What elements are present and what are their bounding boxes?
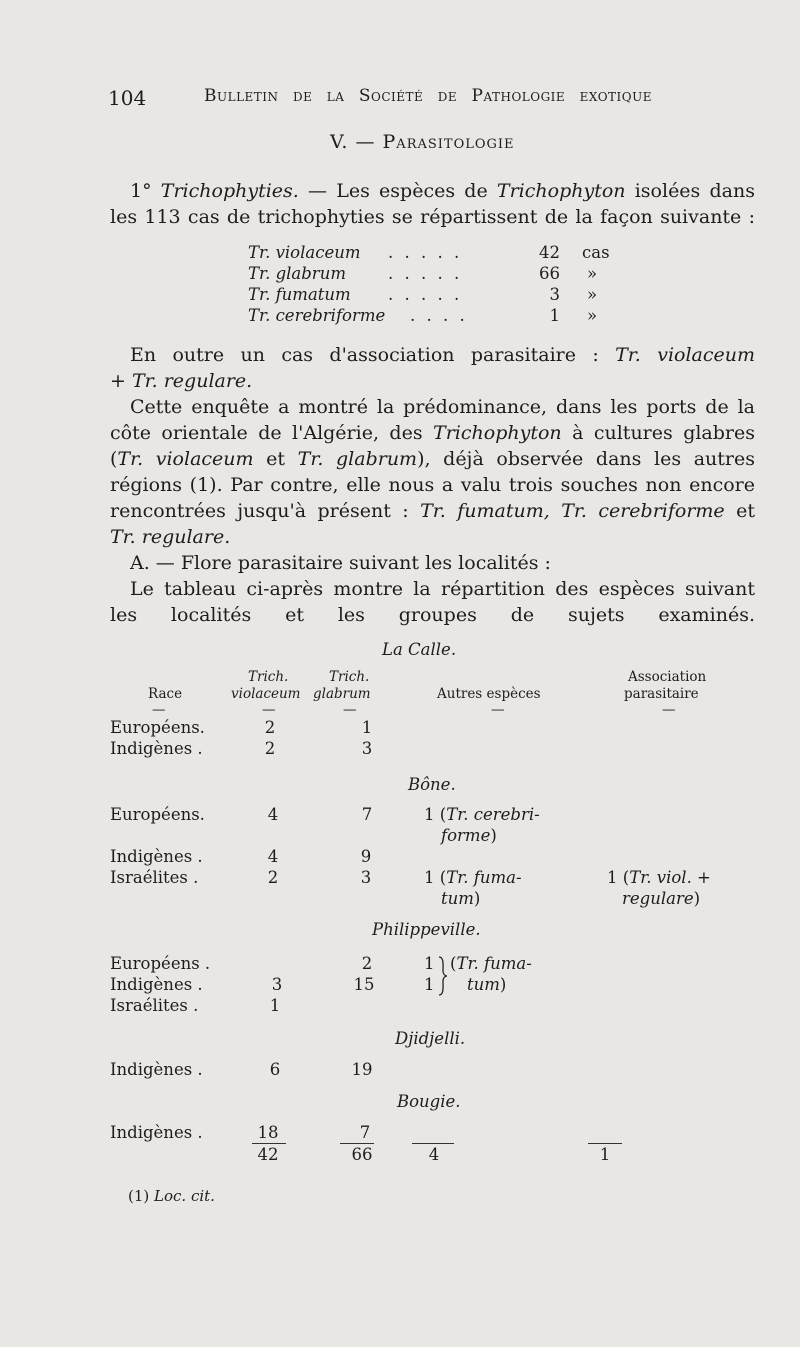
col-header-glabrum-1: Trich.: [329, 669, 370, 685]
cell-autres-count: 1 (: [424, 868, 447, 887]
leader-dots: . . . . .: [388, 285, 463, 304]
para1-plus: +: [110, 370, 132, 392]
intro-paragraph: [110, 178, 755, 230]
cell-autres-species: Tr. fuma-: [446, 868, 522, 887]
intro-lead: 1°: [130, 180, 161, 202]
para1-line-2: [110, 368, 755, 394]
cell-autres-paren: ): [490, 826, 497, 845]
para2-genus: Trichophyton: [433, 422, 562, 444]
para2-species: Tr. glabrum: [297, 448, 418, 470]
col-header-glabrum-2: glabrum: [313, 686, 371, 702]
para2-text: et: [253, 448, 298, 470]
cell-violaceum: 2: [264, 739, 276, 758]
cell-glabrum: 3: [360, 868, 372, 887]
para2-species: Tr. violaceum: [117, 448, 254, 470]
cell-violaceum: 18: [257, 1123, 279, 1142]
locality-bougie: Bougie.: [397, 1092, 461, 1111]
intro-text-c: isolées dans: [625, 180, 755, 202]
cell-assoc-paren: ): [693, 889, 701, 908]
species-name: Tr. glabrum: [248, 264, 346, 283]
cell-autres-species: forme: [441, 826, 491, 845]
cell-violaceum: 1: [269, 996, 281, 1015]
cell-violaceum: 4: [267, 805, 279, 824]
para2-line-3: [110, 446, 755, 472]
leader-dots: . . . . .: [388, 243, 463, 262]
header-dash: —: [343, 702, 357, 718]
row-race: Indigènes .: [110, 1123, 203, 1142]
para1-line-1: [110, 342, 755, 368]
header-dash: —: [662, 702, 676, 718]
cell-autres-paren: (: [450, 954, 457, 973]
col-header-assoc-1: Association: [628, 669, 707, 685]
total-glabrum: 66: [351, 1145, 373, 1164]
cell-assoc-cont: [622, 889, 700, 908]
cell-assoc-plus: +: [691, 868, 711, 887]
leader-dots: . . . . .: [388, 264, 463, 283]
intro-line-2: les 113 cas de trichophyties se répartissent de la façon suivante :: [110, 206, 755, 228]
cell-autres: [424, 868, 522, 887]
cell-autres-count: 1 (: [424, 805, 447, 824]
col-header-race: Race: [148, 686, 183, 702]
para2-text: côte orientale de l'Algérie, des: [110, 422, 434, 444]
para1-species-2: Tr. regulare.: [131, 370, 253, 392]
species-unit: »: [587, 285, 598, 304]
cell-autres-species: Tr. cerebri-: [446, 805, 540, 824]
header-dash: —: [491, 702, 505, 718]
row-race: Indigènes .: [110, 847, 203, 866]
para3-line: A. — Flore parasitaire suivant les localités :: [130, 552, 551, 574]
total-rule: [412, 1143, 454, 1144]
cell-assoc-species: Tr. viol.: [629, 868, 692, 887]
row-race: Israélites .: [110, 996, 199, 1015]
section-title: V. — Parasitologie: [330, 131, 515, 153]
col-header-violaceum-2: violaceum: [231, 686, 301, 702]
header-dash: —: [152, 702, 166, 718]
total-rule: [340, 1143, 374, 1144]
row-race: Européens.: [110, 805, 205, 824]
total-rule: [588, 1143, 622, 1144]
cell-autres-paren: ): [473, 889, 481, 908]
locality-la-calle: La Calle.: [382, 640, 457, 659]
row-race: Européens.: [110, 718, 205, 737]
species-name: Tr. fumatum: [248, 285, 351, 304]
para2-text: ), déjà observée dans les autres: [417, 448, 755, 470]
page-number: 104: [108, 86, 147, 110]
para2-text: (: [110, 448, 118, 470]
body-paragraphs: [110, 342, 755, 628]
row-race: Indigènes .: [110, 975, 203, 994]
intro-text-a: — Les espèces de: [298, 180, 497, 202]
intro-line-1: [110, 178, 755, 204]
para1-species: Tr. violaceum: [615, 344, 755, 366]
cell-assoc-species: regulare: [622, 889, 694, 908]
species-unit: »: [587, 264, 598, 283]
para4-line-1: Le tableau ci-après montre la répartition des espèces suivant: [130, 578, 755, 600]
cell-autres-cont: [441, 826, 497, 845]
footnote-text: Loc. cit.: [154, 1187, 215, 1205]
species-unit: »: [587, 306, 598, 325]
cell-glabrum: 7: [361, 805, 373, 824]
row-race: Indigènes .: [110, 1060, 203, 1079]
row-race: Indigènes .: [110, 739, 203, 758]
cell-autres-note-cont: [467, 975, 506, 994]
para2-text: à cultures glabres: [561, 422, 755, 444]
cell-glabrum: 3: [361, 739, 373, 758]
cell-glabrum: 19: [351, 1060, 373, 1079]
cell-glabrum: 7: [359, 1123, 371, 1142]
intro-heading: Trichophyties.: [160, 180, 299, 202]
cell-violaceum: 6: [269, 1060, 281, 1079]
para2-text: rencontrées jusqu'à présent :: [110, 500, 421, 522]
para1-text: En outre un cas d'association parasitaire :: [130, 344, 616, 366]
cell-violaceum: 3: [271, 975, 283, 994]
species-count: 1: [549, 306, 560, 325]
leader-dots: . . . .: [410, 306, 468, 325]
cell-autres-cont: [441, 889, 480, 908]
cell-glabrum: 1: [361, 718, 373, 737]
cell-autres: [424, 805, 540, 824]
col-header-violaceum-1: Trich.: [248, 669, 289, 685]
footnote: [128, 1187, 215, 1205]
para2-species: Tr. fumatum, Tr. cerebriforme: [420, 500, 725, 522]
species-count: 3: [549, 285, 560, 304]
total-autres: 4: [428, 1145, 440, 1164]
cell-autres-note: [450, 954, 532, 973]
total-rule: [252, 1143, 286, 1144]
locality-djidjelli: Djidjelli.: [395, 1029, 466, 1048]
total-violaceum: 42: [257, 1145, 279, 1164]
cell-violaceum: 2: [264, 718, 276, 737]
row-race: Israélites .: [110, 868, 199, 887]
para4-line-2: les localités et les groupes de sujets examinés.: [110, 604, 755, 626]
species-count: 66: [539, 264, 560, 283]
footnote-number: (1): [128, 1187, 155, 1205]
species-name: Tr. cerebriforme: [248, 306, 386, 325]
para2-line-5: [110, 498, 755, 524]
cell-assoc: [607, 868, 711, 887]
cell-autres-species: Tr. fuma-: [456, 954, 532, 973]
intro-genus: Trichophyton: [496, 180, 626, 202]
locality-bone: Bône.: [408, 775, 456, 794]
para2-line-1: Cette enquête a montré la prédominance, dans les ports de la: [130, 396, 755, 418]
row-race: Européens .: [110, 954, 211, 973]
col-header-autres: Autres espèces: [437, 686, 541, 702]
para2-line-4: régions (1). Par contre, elle nous a valu trois souches non encore: [110, 474, 755, 496]
cell-autres-species: tum: [441, 889, 474, 908]
cell-glabrum: 2: [361, 954, 373, 973]
running-title: Bulletin de la Société de Pathologie exotique: [204, 86, 652, 106]
cell-assoc-count: 1 (: [607, 868, 630, 887]
total-assoc: 1: [599, 1145, 611, 1164]
cell-autres-count: 1: [424, 954, 435, 973]
para2-line-6: Tr. regulare.: [110, 526, 231, 548]
species-name: Tr. violaceum: [248, 243, 361, 262]
cell-autres-paren: ): [499, 975, 507, 994]
cell-glabrum: 9: [360, 847, 372, 866]
para2-text: et: [724, 500, 755, 522]
cell-autres-count: 1: [424, 975, 435, 994]
cell-violaceum: 2: [267, 868, 279, 887]
header-dash: —: [262, 702, 276, 718]
locality-philippeville: Philippeville.: [372, 920, 481, 939]
species-unit: cas: [582, 243, 610, 262]
cell-glabrum: 15: [353, 975, 375, 994]
cell-autres-species: tum: [467, 975, 500, 994]
species-count: 42: [539, 243, 560, 262]
para2-line-2: [110, 420, 755, 446]
brace-icon: [437, 955, 449, 997]
cell-violaceum: 4: [267, 847, 279, 866]
col-header-assoc-2: parasitaire: [624, 686, 699, 702]
